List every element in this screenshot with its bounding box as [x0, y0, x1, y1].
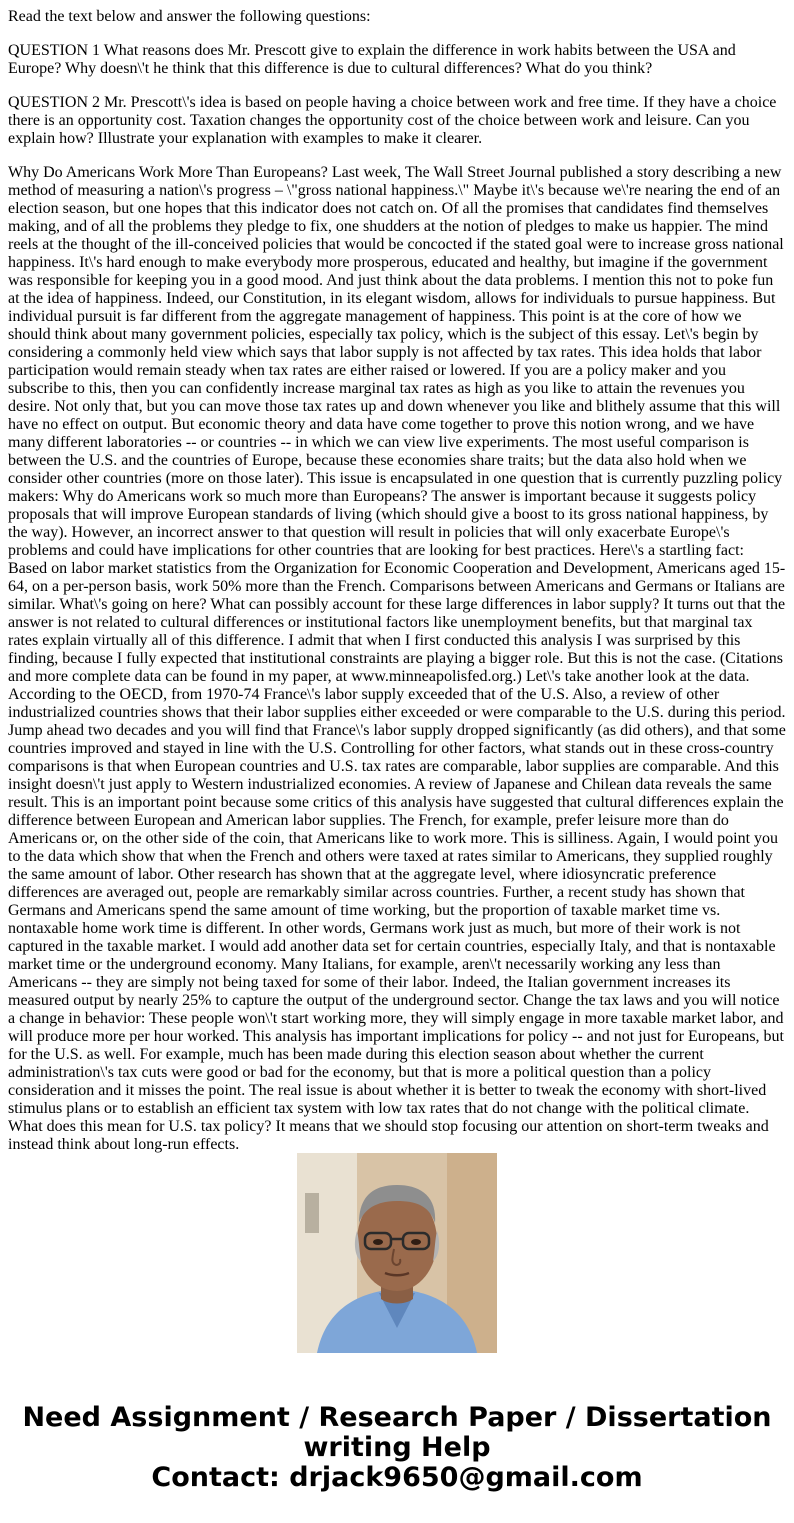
promo-banner [0, 1403, 794, 1493]
questions-section [8, 0, 786, 164]
promo-contact: Contact: drjack9650@gmail.com [151, 1462, 643, 1493]
promo-line-2: writing Help [303, 1432, 491, 1463]
intro-text: Read the text below and answer the following questions: [8, 8, 371, 25]
avatar [297, 1153, 497, 1353]
article-text: Why Do Americans Work More Than Europeans? Last week, The Wall Street Journal published a story describing a new method of measuring a nation\'s progress – \"gross national happiness.\" Maybe it\'s because we\'re nearing the end of an election season, but one hopes that this indicator does not catch on. Of all the promises that candidates find themselves making, and of all the problems they pledge to fix, one shudders at the notion of pledges to make us happier. The mind reels at the thought of the ill-conceived policies that would be concocted if the stated goal were to increase gross national happiness. It\'s hard enough to make everybody more prosperous, educated and healthy, but imagine if the government was responsible for keeping you in a good mood. And just think about the data problems. I mention this not to poke fun at the idea of happiness. Indeed, our Constitution, in its elegant wisdom, allows for individuals to pursue happiness. But individual pursuit is far different from the aggregate management of happiness. This point is at the core of how we should think about many government policies, especially tax policy, which is the subject of this essay. Let\'s begin by considering a commonly held view which says that labor supply is not affected by tax rates. This idea holds that labor participation would remain steady when tax rates are either raised or lowered. If you are a policy maker and you subscribe to this, then you can confidently increase marginal tax rates as high as you like to attain the revenues you desire. Not only that, but you can move those tax rates up and down whenever you like and blithely assume that this will have no effect on output. But economic theory and data have come together to prove this notion wrong, and we have many different laboratories -- or countries -- in which we can view live experiments. The most useful comparison is between the U.S. and the countries of Europe, because these economies share traits; but the data also hold when we consider other countries (more on those later). This issue is encapsulated in one question that is currently puzzling policy makers: Why do Americans work so much more than Europeans? The answer is important because it suggests policy proposals that will improve European standards of living (which should give a boost to its gross national happiness, by the way). However, an incorrect answer to that question will result in policies that will only exacerbate Europe\'s problems and could have implications for other countries that are looking for best practices. Here\'s a startling fact: Based on labor market statistics from the Organization for Economic Cooperation and Development, Americans aged 15-64, on a per-person basis, work 50% more than the French. Comparisons between Americans and Germans or Italians are similar. What\'s going on here? What can possibly account for these large differences in labor supply? It turns out that the answer is not related to cultural differences or institutional factors like unemployment benefits, but that marginal tax rates explain virtually all of this difference. I admit that when I first conducted this analysis I was surprised by this finding, because I fully expected that institutional constraints are playing a bigger role. But this is not the case. (Citations and more complete data can be found in my paper, at www.minneapolisfed.org.) Let\'s take another look at the data. According to the OECD, from 1970-74 France\'s labor supply exceeded that of the U.S. Also, a review of other industrialized countries shows that their labor supplies either exceeded or were comparable to the U.S. during this period. Jump ahead two decades and you will find that France\'s labor supply dropped significantly (as did others), and that some countries improved and stayed in line with the U.S. Controlling for other factors, what stands out in these cross-country comparisons is that when European countries and U.S. tax rates are comparable, labor supplies are comparable. And this insight doesn\'t just apply to Western industrialized economies. A review of Japanese and Chilean data reveals the same result. This is an important point because some critics of this analysis have suggested that cultural differences explain the difference between European and American labor supplies. The French, for example, prefer leisure more than do Americans or, on the other side of the coin, that Americans like to work more. This is silliness. Again, I would point you to the data which show that when the French and others were taxed at rates similar to Americans, they supplied roughly the same amount of labor. Other research has shown that at the aggregate level, where idiosyncratic preference differences are averaged out, people are remarkably similar across countries. Further, a recent study has shown that Germans and Americans spend the same amount of time working, but the proportion of taxable market time vs. nontaxable home work time is different. In other words, Germans work just as much, but more of their work is not captured in the taxable market. I would add another data set for certain countries, especially Italy, and that is nontaxable market time or the underground economy. Many Italians, for example, aren\'t necessarily working any less than Americans -- they are simply not being taxed for some of their labor. Indeed, the Italian government increases its measured output by nearly 25% to capture the output of the underground sector. Change the tax laws and you will notice a change in behavior: These people won\'t start working more, they will simply engage in more taxable market labor, and will produce more per hour worked. This analysis has important implications for policy -- and not just for Europeans, but for the U.S. as well. For example, much has been made during this election season about whether the current administration\'s tax cuts were good or bad for the economy, but that is more a political question than a policy consideration and it misses the point. The real issue is about whether it is better to tweak the economy with short-lived stimulus plans or to establish an efficient tax system with low tax rates that do not change with the political climate. What does this mean for U.S. tax policy? It means that we should stop focusing our attention on short-term tweaks and instead think about long-run effects. [8, 164, 786, 1153]
promo-line-1: Need Assignment / Research Paper / Dissertation [22, 1402, 772, 1433]
avatar-portrait-image [297, 1153, 497, 1353]
question-1: QUESTION 1 What reasons does Mr. Prescott give to explain the difference in work habits between the USA and Europe? Why doesn\'t he think that this difference is due to cultural differences? What do you think? [8, 42, 736, 77]
article-body [8, 164, 786, 1153]
question-2: QUESTION 2 Mr. Prescott\'s idea is based on people having a choice between work and free time. If they have a choice there is an opportunity cost. Taxation changes the opportunity cost of the choice between work and leisure. Can you explain how? Illustrate your explanation with examples to make it clearer. [8, 94, 777, 147]
